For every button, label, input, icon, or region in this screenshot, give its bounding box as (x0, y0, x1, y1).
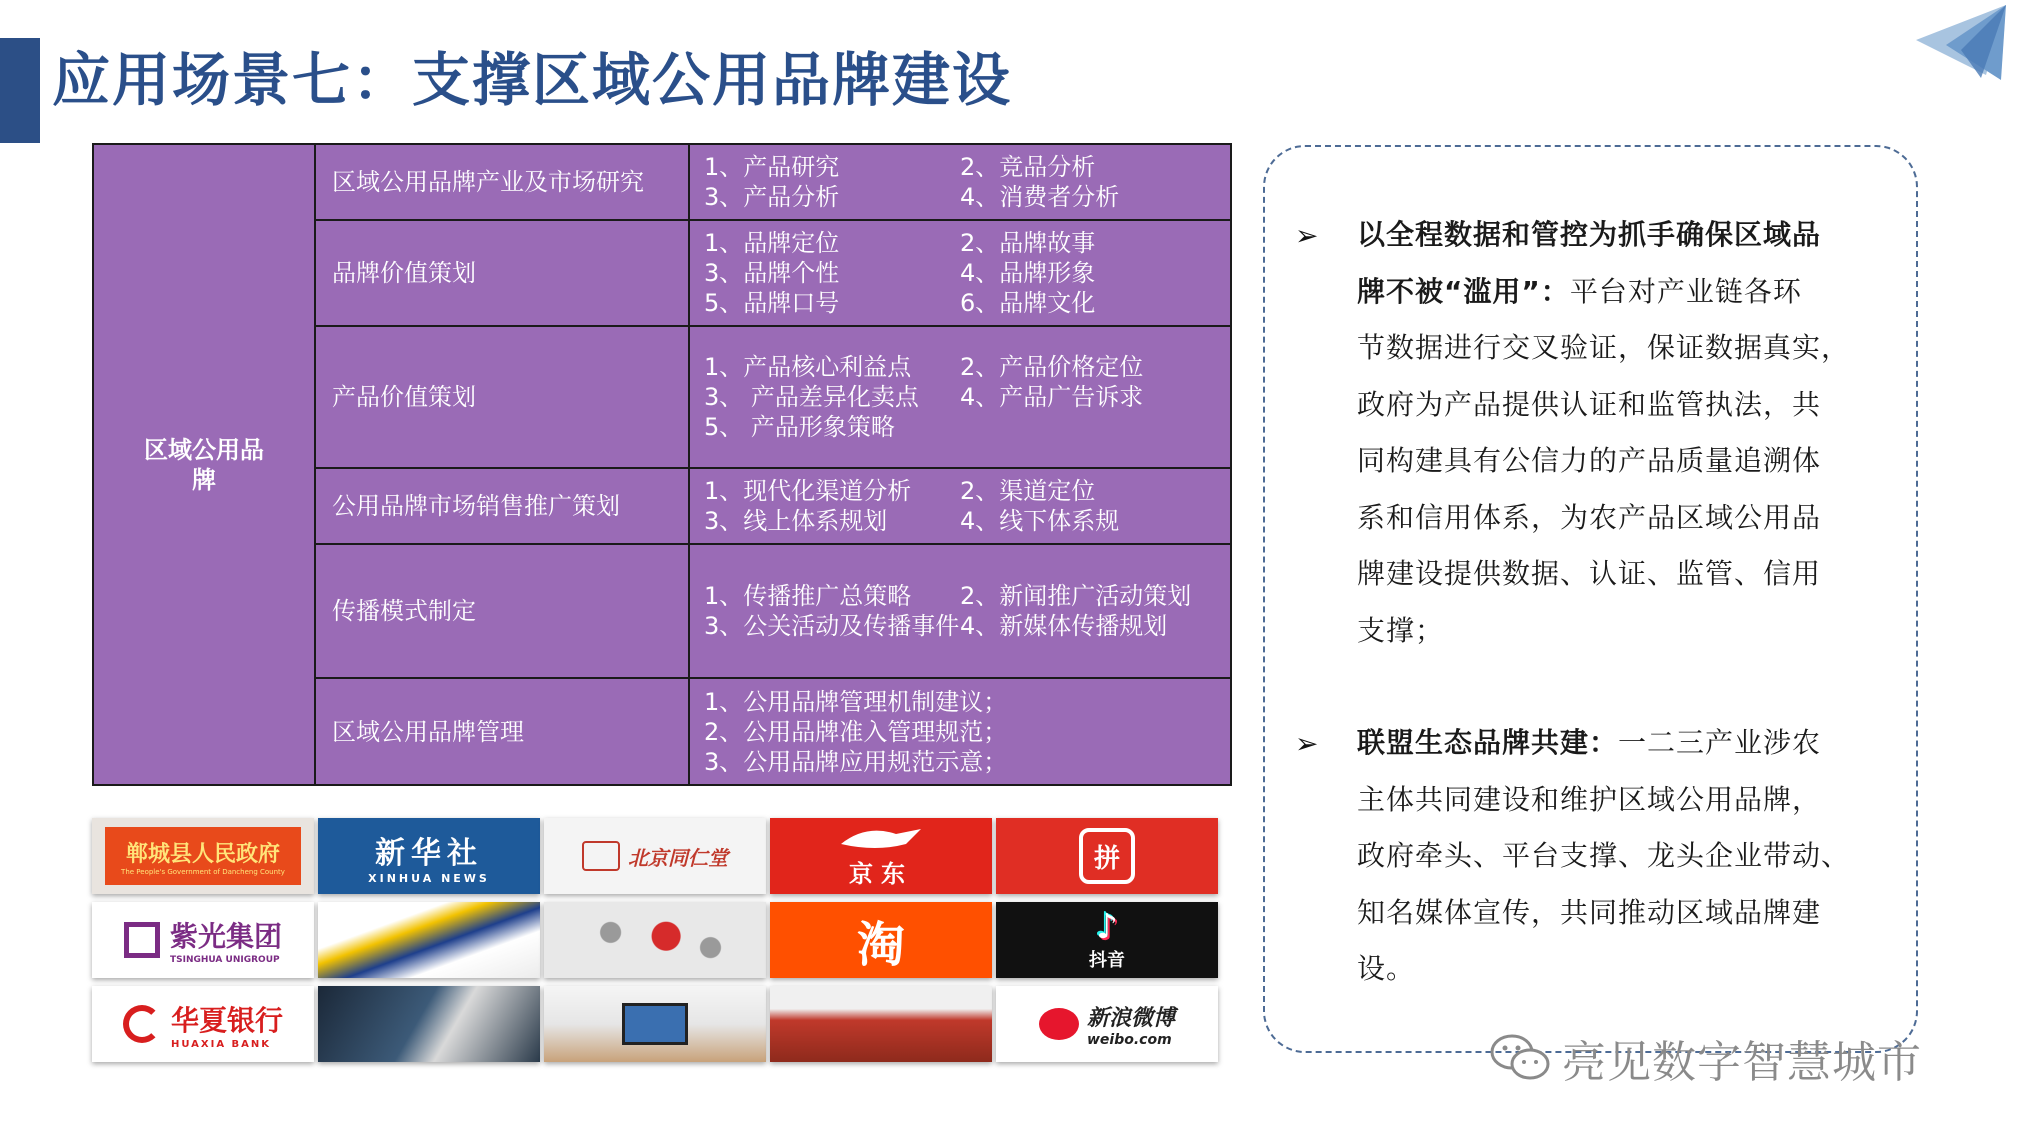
page-title: 应用场景七：支撑区域公用品牌建设 (52, 46, 1013, 114)
logo-text: 紫光集团 (169, 920, 282, 953)
item-text: 5、品牌口号 (704, 289, 840, 317)
item-text: 3、线上体系规划 (704, 507, 888, 535)
logo-text: 京东 (849, 859, 913, 888)
point-text: 支撑； (1357, 613, 1445, 647)
logo-text: 抖音 (1089, 950, 1125, 971)
watermark-text: 亮见数字智慧城市 (1562, 1037, 1922, 1088)
main-category-cell (93, 144, 315, 785)
item-text: 5、 产品形象策略 (704, 413, 895, 441)
weibo-logo (996, 986, 1218, 1062)
huaxia-bank-logo (92, 986, 314, 1062)
point-heading-cont: 牌不被“滥用”： (1357, 274, 1570, 308)
agri-platform-photo (318, 902, 540, 978)
item-text: 3、产品分析 (704, 183, 840, 211)
title-accent-bar (0, 38, 40, 143)
items-cell (689, 144, 1231, 220)
bullet-arrow-icon: ➢ (1295, 727, 1319, 760)
douyin-note-icon: ♪ (1096, 907, 1118, 947)
logo-subtext: HUAXIA BANK (170, 1038, 272, 1050)
jd-logo (770, 818, 992, 894)
items-cell (689, 326, 1231, 468)
ecommerce-devices-photo (544, 986, 766, 1062)
item-text: 2、产品价格定位 (960, 353, 1144, 381)
pinduoduo-icon (1079, 828, 1135, 884)
item-text: 2、渠道定位 (960, 477, 1096, 505)
unigroup-icon (124, 922, 160, 958)
weibo-eye-icon (1039, 1008, 1079, 1040)
point-text: 政府牵头、平台支撑、龙头企业带动、 (1357, 839, 1851, 872)
item-text: 2、公用品牌准入管理规范； (704, 717, 1008, 746)
category-cell: 区域公用品牌管理 (315, 678, 689, 785)
item-text: 2、竞品分析 (960, 153, 1096, 181)
item-text: 1、传播推广总策略 (704, 582, 912, 610)
logo-text: 新华社 (375, 835, 483, 871)
point-heading: 联盟生态品牌共建： (1357, 726, 1619, 759)
item-text: 3、品牌个性 (704, 259, 840, 287)
item-text: 1、产品研究 (704, 153, 840, 181)
point-text: 牌建设提供数据、认证、监管、信用 (1357, 557, 1822, 590)
logo-subtext: The People's Government of Dancheng County (121, 867, 285, 876)
jd-dog-icon (836, 824, 926, 854)
items-cell (689, 220, 1231, 326)
online-store-photo (770, 986, 992, 1062)
items-cell (689, 678, 1231, 785)
point-data-control (1357, 207, 1887, 659)
item-text: 1、产品核心利益点 (704, 353, 912, 381)
point-heading: 以全程数据和管控为抓手确保区域品 (1357, 218, 1822, 251)
tongrentang-logo (544, 818, 766, 894)
category-cell: 传播模式制定 (315, 544, 689, 678)
taobao-logo (770, 902, 992, 978)
corner-decoration-icon (1906, 0, 2016, 90)
unigroup-logo (92, 902, 314, 978)
point-text: 同构建具有公信力的产品质量追溯体 (1357, 444, 1822, 477)
item-text: 1、现代化渠道分析 (704, 477, 912, 505)
brand-services-table (92, 143, 1232, 786)
item-text: 2、新闻推广活动策划 (960, 582, 1192, 610)
item-text: 4、品牌形象 (960, 259, 1096, 287)
logo-subtext: weibo.com (1086, 1031, 1172, 1048)
logo-text: 北京同仁堂 (628, 845, 728, 870)
item-text: 3、公用品牌应用规范示意； (704, 747, 1008, 776)
point-text: 系和信用体系，为农产品区域公用品 (1357, 500, 1822, 534)
table-row (93, 144, 1231, 220)
logo-text: 拼 (1093, 843, 1120, 874)
watermark (1488, 1028, 1922, 1088)
item-text: 6、品牌文化 (960, 289, 1096, 317)
logo-text: 华夏银行 (170, 1003, 283, 1037)
main-category-label: 区域公用品 (144, 435, 264, 464)
pinduoduo-logo (996, 818, 1218, 894)
item-text: 4、线下体系规 (960, 507, 1120, 535)
huaxia-icon (123, 1005, 161, 1043)
point-text: 政府为产品提供认证和监管执法，共 (1357, 387, 1822, 421)
category-cell: 区域公用品牌产业及市场研究 (315, 144, 689, 220)
item-text: 1、公用品牌管理机制建议； (704, 687, 1008, 716)
dancheng-government-logo (92, 818, 314, 894)
category-cell: 品牌价值策划 (315, 220, 689, 326)
douyin-logo (996, 902, 1218, 978)
device-icon (622, 1003, 688, 1045)
main-category-label-cont: 牌 (192, 465, 216, 494)
logo-subtext: TSINGHUA UNIGROUP (169, 955, 280, 965)
item-text: 4、消费者分析 (960, 183, 1120, 211)
point-text: 平台对产业链各环 (1569, 274, 1802, 308)
item-text: 3、 产品差异化卖点 (704, 383, 919, 411)
point-text: 一二三产业涉农 (1618, 726, 1822, 759)
point-alliance (1357, 715, 1887, 998)
bullet-arrow-icon: ➢ (1295, 219, 1319, 252)
xinhua-logo (318, 818, 540, 894)
seal-icon (582, 841, 620, 871)
wechat-icon (1488, 1032, 1552, 1084)
item-text: 4、新媒体传播规划 (960, 612, 1168, 640)
logo-text: 郸城县人民政府 (125, 840, 280, 867)
network-figures-photo (544, 902, 766, 978)
point-text: 知名媒体宣传，共同推动区域品牌建 (1357, 895, 1822, 929)
point-text: 主体共同建设和维护区域公用品牌， (1357, 782, 1822, 816)
items-cell (689, 544, 1231, 678)
partner-logo-grid (92, 818, 1218, 1064)
logo-text: 新浪微博 (1086, 1005, 1175, 1031)
business-people-photo (318, 986, 540, 1062)
items-cell (689, 468, 1231, 544)
point-text: 设。 (1357, 952, 1416, 985)
item-text: 3、公关活动及传播事件 (704, 612, 960, 640)
category-cell: 产品价值策划 (315, 326, 689, 468)
point-text: 节数据进行交叉验证，保证数据真实， (1357, 331, 1851, 364)
logo-subtext: XINHUA NEWS (368, 871, 490, 885)
item-text: 2、品牌故事 (960, 229, 1096, 257)
logo-text: 淘 (856, 916, 905, 973)
key-points-panel (1263, 145, 1918, 1053)
item-text: 4、产品广告诉求 (960, 383, 1144, 411)
item-text: 1、品牌定位 (704, 229, 840, 257)
category-cell: 公用品牌市场销售推广策划 (315, 468, 689, 544)
